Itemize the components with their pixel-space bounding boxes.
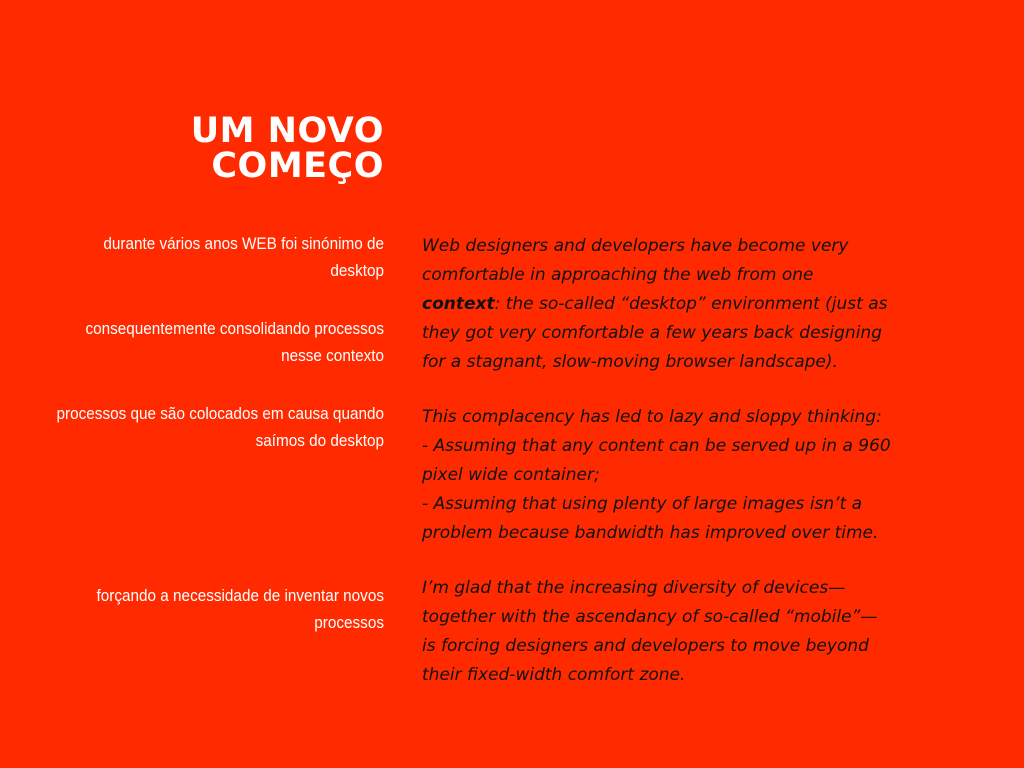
quote-line: Web designers and developers have become very (422, 236, 849, 256)
quote-line: their fixed-width comfort zone. (422, 665, 686, 685)
quote-line (422, 290, 962, 319)
bullet-item: processos que são colocados em causa quando saímos do desktop (56, 404, 385, 450)
quote-bold-term: context (422, 294, 495, 314)
title-line-2: COMEÇO (211, 146, 384, 186)
quote-line: problem because bandwidth has improved over time. (422, 523, 879, 543)
paragraph-spacer (422, 548, 962, 574)
quote-line: for a stagnant, slow-moving browser landscape). (422, 352, 838, 372)
quote-line: I’m glad that the increasing diversity of devices— (422, 578, 846, 598)
quote-block (422, 232, 962, 690)
slide-title (64, 111, 384, 186)
bullet-item: consequentemente consolidando processos nesse contexto (85, 319, 385, 365)
title-line-1: UM NOVO (190, 111, 384, 151)
quote-line: - Assuming that any content can be served up in a 960 (422, 436, 891, 456)
quote-line: together with the ascendancy of so-called “mobile”— (422, 607, 878, 627)
bullet-item: forçando a necessidade de inventar novos processos (96, 586, 384, 632)
quote-line: This complacency has led to lazy and sloppy thinking: (422, 407, 882, 427)
quote-line: comfortable in approaching the web from one (422, 265, 814, 285)
quote-line: they got very comfortable a few years back designing (422, 323, 882, 343)
bullet-item: durante vários anos WEB foi sinónimo de desktop (103, 234, 385, 280)
paragraph-spacer (422, 377, 962, 403)
quote-line: pixel wide container; (422, 465, 600, 485)
quote-line: - Assuming that using plenty of large images isn’t a (422, 494, 863, 514)
quote-line-rest: : the so-called “desktop” environment (just as (494, 294, 888, 314)
quote-line: is forcing designers and developers to move beyond (422, 636, 869, 656)
